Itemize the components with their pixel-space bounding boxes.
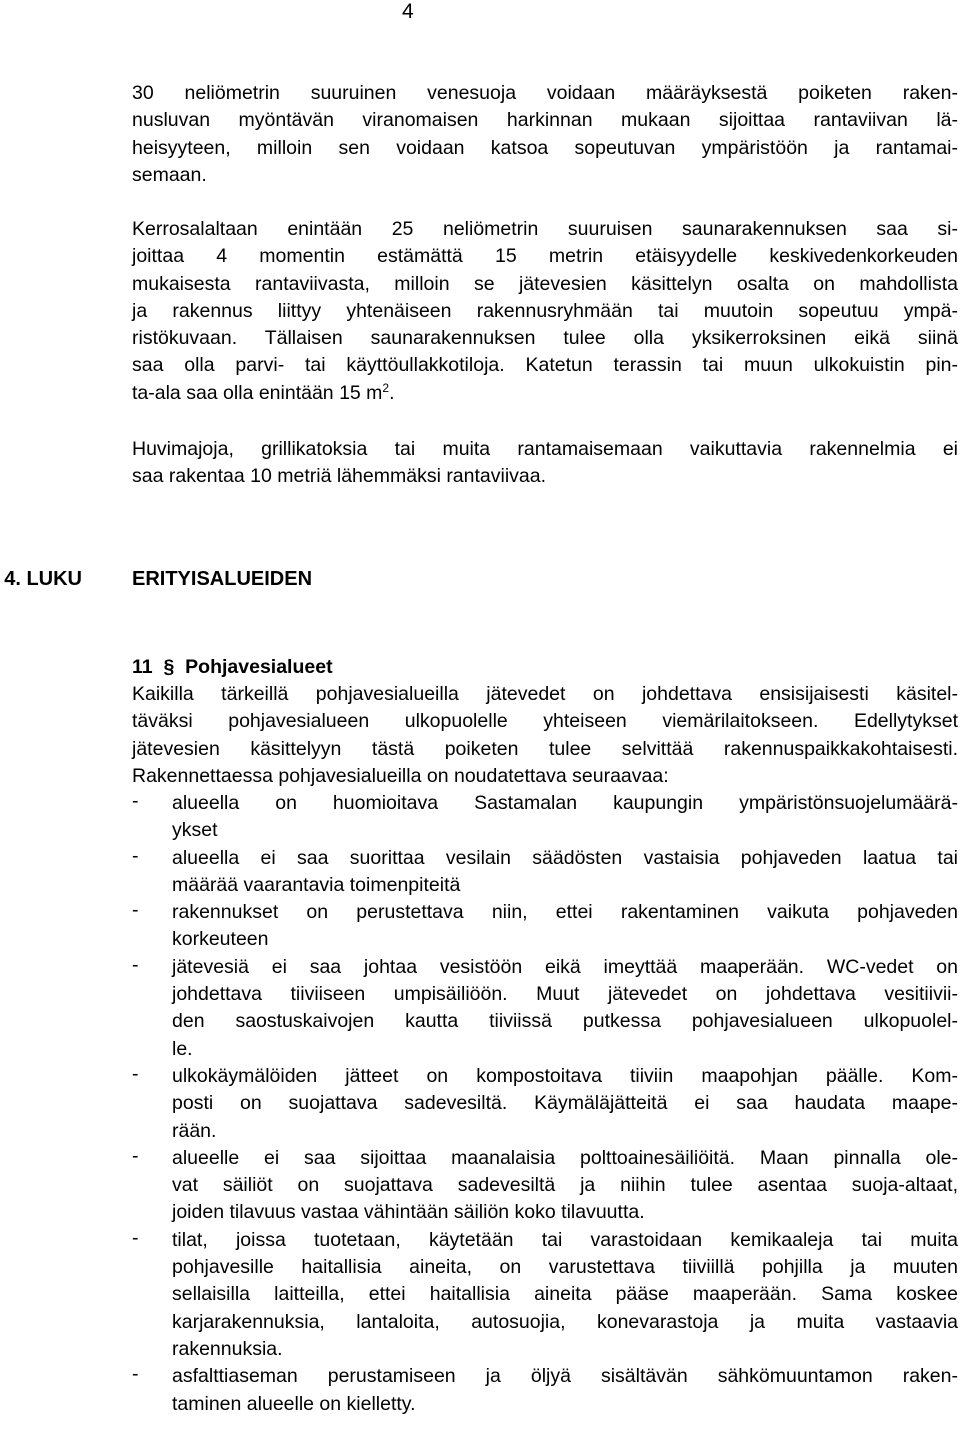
text-line: le.: [172, 1037, 193, 1060]
list-item: [132, 845, 958, 900]
paragraph-boat-shelter: [132, 80, 958, 189]
section-heading: [132, 654, 958, 681]
section-heading-line: [132, 654, 958, 681]
text-line: den saostuskaivojen kautta tiiviissä putkessa pohjavesialueen ulkopuolel-: [172, 1010, 958, 1033]
text-line: nusluvan myöntävän viranomaisen harkinnan mukaan sijoittaa rantaviivan lä-: [132, 109, 958, 132]
text-line: jätevesiä ei saa johtaa vesistöön eikä imeyttää maaperään. WC-vedet on: [172, 955, 958, 978]
chapter-title: ERITYISALUEIDEN: [132, 568, 313, 590]
chapter-number: 4. LUKU: [4, 568, 82, 590]
text-line: rakennukset on perustettava niin, ettei rakentaminen vaikuta pohjaveden: [172, 901, 958, 924]
list-dash: -: [132, 899, 139, 922]
text-fragment: .: [389, 381, 395, 404]
paragraph-sauna: [132, 216, 958, 407]
list-dash: -: [132, 1226, 139, 1249]
text-line: joiden tilavuus vastaa vähintään säiliön koko tilavuutta.: [172, 1201, 645, 1224]
text-line: asfalttiaseman perustamiseen ja öljyä sisältävän sähkömuuntamon raken-: [172, 1365, 958, 1388]
text-line: taminen alueelle on kielletty.: [172, 1392, 416, 1415]
list-dash: -: [132, 844, 139, 867]
text-line: joittaa 4 momentin estämättä 15 metrin etäisyydelle keskivedenkorkeuden: [132, 245, 958, 268]
text-line: määrää vaarantavia toimenpiteitä: [172, 873, 461, 896]
list-item: [132, 954, 958, 1063]
text-line: jätevesien käsittelyyn tästä poiketen tulee selvittää rakennuspaikkakohtaisesti.: [132, 737, 958, 760]
text-line: Kaikilla tärkeillä pohjavesialueilla jätevedet on johdettava ensisijaisesti käsitel-: [132, 683, 958, 705]
text-line: tilat, joissa tuotetaan, käytetään tai varastoidaan kemikaaleja tai muita: [172, 1228, 958, 1251]
text-line: 30 neliömetrin suuruinen venesuoja voidaan määräyksestä poiketen raken-: [132, 82, 958, 104]
list-item: [132, 1363, 958, 1418]
text-fragment: ta-ala saa olla enintään 15 m: [132, 381, 383, 404]
text-line: [132, 380, 958, 407]
list-dash: -: [132, 1062, 139, 1085]
text-line: vat säiliöt on suojattava sadevesiltä ja niihin tulee asentaa suoja-altaat,: [172, 1174, 958, 1197]
text-line: sellaisilla laitteilla, ettei haitallisia aineita pääse maaperään. Sama koskee: [172, 1283, 958, 1306]
list-item: [132, 790, 958, 845]
text-line: saa olla parvi- tai käyttöullakkotiloja. Katetun terassin tai muun ulkokuistin pin-: [132, 354, 958, 377]
text-line: Huvimajoja, grillikatoksia tai muita rantamaisemaan vaikuttavia rakennelmia ei: [132, 438, 958, 460]
section-intro: [132, 681, 958, 790]
list-item: [132, 1145, 958, 1227]
text-line: mukaisesta rantaviivasta, milloin se jätevesien käsittelyn osalta on mahdollista: [132, 272, 958, 295]
list-item: [132, 899, 958, 954]
section-sign: §: [163, 656, 175, 678]
text-line: korkeuteen: [172, 928, 269, 951]
text-line: täväksi pohjavesialueen ulkopuolelle yhteiseen viemärilaitokseen. Edellytykset: [132, 710, 958, 733]
list-dash: -: [132, 1144, 139, 1167]
section-number: 11: [132, 656, 153, 678]
text-line: heisyyteen, milloin sen voidaan katsoa sopeutuvan ympäristöön ja rantamai-: [132, 136, 958, 159]
paragraph-gazebos: [132, 436, 958, 491]
text-line: rään.: [172, 1119, 217, 1142]
groundwater-rules-list: [132, 790, 958, 1418]
text-line: rakennuksia.: [172, 1337, 283, 1360]
list-item: [132, 1063, 958, 1145]
list-dash: -: [132, 790, 139, 812]
text-line: posti on suojattava sadevesiltä. Käymäläjätteitä ei saa haudata maape-: [172, 1092, 958, 1115]
list-dash: -: [132, 953, 139, 976]
superscript: 2: [382, 380, 390, 395]
text-line: ja rakennus liittyy yhtenäiseen rakennusryhmään tai muutoin sopeutuu ympä-: [132, 299, 958, 322]
text-line: karjarakennuksia, lantaloita, autosuojia, konevarastoja ja muita vastaavia: [172, 1310, 958, 1333]
page-number: 4: [402, 0, 414, 23]
text-line: saa rakentaa 10 metriä lähemmäksi rantaviivaa.: [132, 465, 547, 488]
text-line: johdettava tiiviiseen umpisäiliöön. Muut jätevedet on johdettava vesitiivii-: [172, 983, 958, 1006]
section-title: Pohjavesialueet: [185, 656, 333, 678]
text-line: ykset: [172, 819, 218, 842]
list-item: [132, 1227, 958, 1363]
list-dash: -: [132, 1363, 139, 1386]
text-line: ristökuvaan. Tällaisen saunarakennuksen tulee olla yksikerroksinen eikä siinä: [132, 327, 958, 350]
text-line: alueella on huomioitava Sastamalan kaupungin ympäristönsuojelumäärä-: [172, 792, 958, 814]
text-line: pohjavesille haitallisia aineita, on varustettava tiiviillä pohjilla ja muuten: [172, 1256, 958, 1279]
text-line: Rakennettaessa pohjavesialueilla on noudatettava seuraavaa:: [132, 764, 669, 787]
text-line: ulkokäymälöiden jätteet on kompostoitava tiiviin maapohjan päälle. Kom-: [172, 1064, 958, 1087]
text-line: Kerrosalaltaan enintään 25 neliömetrin suuruisen saunarakennuksen saa si-: [132, 218, 958, 240]
text-line: alueella ei saa suorittaa vesilain säädösten vastaisia pohjaveden laatua tai: [172, 846, 958, 869]
text-line: alueelle ei saa sijoittaa maanalaisia polttoainesäiliöitä. Maan pinnalla ole-: [172, 1146, 958, 1169]
text-line: semaan.: [132, 163, 207, 186]
